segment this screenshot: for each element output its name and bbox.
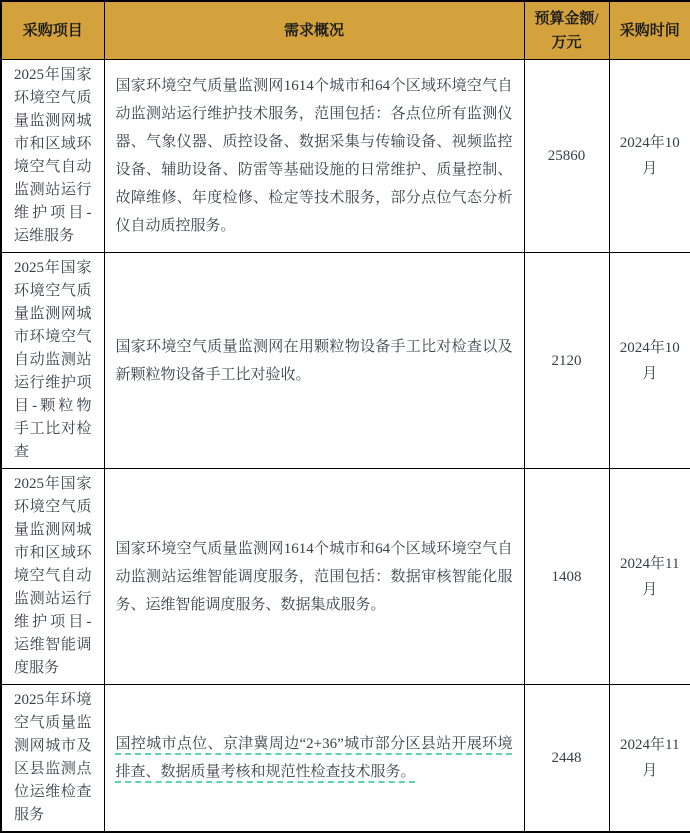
table-row [1,469,690,685]
cell-budget: 1408 [524,469,609,685]
cell-overview: 国家环境空气质量监测网在用颗粒物设备手工比对检查以及新颗粒物设备手工比对验收。 [104,253,524,469]
cell-overview: 国家环境空气质量监测网1614个城市和64个区域环境空气自动监测站运维智能调度服务，范围包括：数据审核智能化服务、运维智能调度服务、数据集成服务。 [104,469,524,685]
table-row [1,685,690,833]
table-row [1,253,690,469]
cell-overview-annotated: 国控城市点位、京津冀周边“2+36”城市部分区县站开展环境排查、数据质量考核和规范性检查技术服务。 [104,685,524,833]
cell-budget: 2120 [524,253,609,469]
table-header-row [1,1,690,60]
cell-time: 2024年11月 [609,685,690,833]
cell-overview: 国家环境空气质量监测网1614个城市和64个区域环境空气自动监测站运行维护技术服务，范围包括：各点位所有监测仪器、气象仪器、质控设备、数据采集与传输设备、视频监控设备、辅助设备、防雷等基础设施的日常维护、质量控制、故障维修、年度检修、检定等技术服务，部分点位气态分析仪自动质控服务。 [104,60,524,253]
cell-project: 2025年国家环境空气质量监测网城市和区域环境空气自动监测站运行维护项目-运维服务 [1,60,104,253]
cell-project: 2025年国家环境空气质量监测网城市和区域环境空气自动监测站运行维护项目-运维智能调度服务 [1,469,104,685]
header-cell-budget: 预算金额/万元 [524,1,609,60]
cell-time: 2024年11月 [609,469,690,685]
header-cell-overview: 需求概况 [104,1,524,60]
cell-time: 2024年10月 [609,253,690,469]
header-cell-time: 采购时间 [609,1,690,60]
cell-project: 2025年国家环境空气质量监测网城市环境空气自动监测站运行维护项目-颗粒物手工比对检查 [1,253,104,469]
cell-time: 2024年10月 [609,60,690,253]
table-row [1,60,690,253]
cell-budget: 25860 [524,60,609,253]
header-cell-project: 采购项目 [1,1,104,60]
cell-project: 2025年环境空气质量监测网城市及区县监测点位运维检查服务 [1,685,104,833]
cell-budget: 2448 [524,685,609,833]
